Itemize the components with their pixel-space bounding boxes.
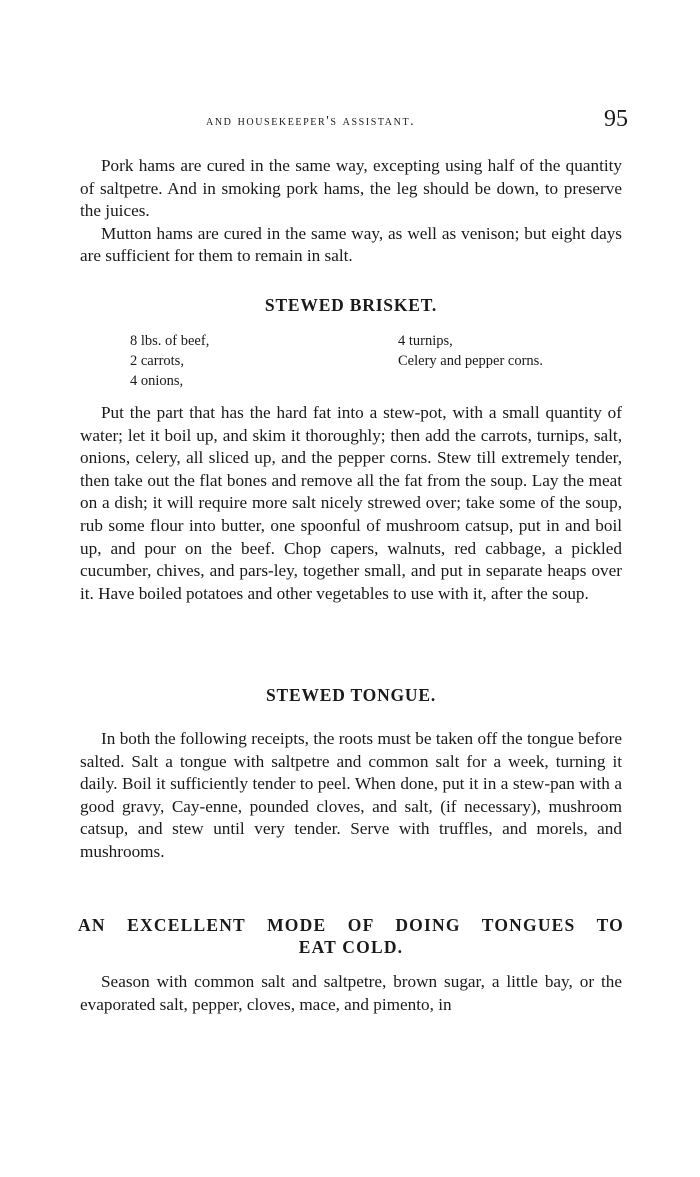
ingredient-item: 2 carrots, (130, 353, 184, 369)
heading-stewed-tongue: STEWED TONGUE. (265, 685, 437, 705)
heading-line: EAT COLD. (298, 937, 404, 957)
tongue-text (80, 728, 622, 864)
paragraph-tongues-cold-method: Season with common salt and saltpetre, brown sugar, a little bay, or the evaporated salt, pepper, cloves, mace, and pimento, in (80, 972, 622, 1014)
tongues-cold-text (80, 971, 622, 1016)
ingredient-column-left (130, 331, 209, 391)
paragraph-mutton-hams: Mutton hams are cured in the same way, as well as venison; but eight days are sufficient for them to remain in salt. (80, 223, 622, 266)
paragraph-tongue-method: In both the following receipts, the roots must be taken off the tongue before salted. Salt a tongue with saltpetre and common salt for a week, turning it daily. Boil it sufficiently tender to peel. When done, put it in a stew-pan with a good gravy, Cay-enne, pounded cloves, and salt, (if necessary), mushroom catsup, and stew until very tender. Serve with truffles, and morels, and mushrooms. (80, 729, 622, 861)
running-title: and housekeeper's assistant. (206, 114, 416, 129)
heading-line: AN EXCELLENT MODE OF DOING TONGUES TO (78, 915, 624, 935)
running-header (80, 106, 628, 140)
page-number: 95 (604, 106, 628, 132)
heading-stewed-brisket: STEWED BRISKET. (264, 295, 438, 315)
ingredient-column-right (398, 331, 543, 371)
heading-tongues-cold (78, 914, 624, 958)
ingredient-item: 4 turnips, (398, 333, 453, 349)
paragraph-pork-hams: Pork hams are cured in the same way, excepting using half of the quantity of saltpetre. And in smoking pork hams, the leg should be down, to preserve the juices. (80, 156, 622, 221)
intro-text (80, 155, 622, 268)
ingredient-item: Celery and pepper corns. (398, 353, 543, 369)
paragraph-brisket-method: Put the part that has the hard fat into a stew-pot, with a small quantity of water; let it boil up, and skim it thoroughly; then add the carrots, turnips, salt, onions, celery, all sliced up, and the pepper corns. Stew till extremely tender, then take out the flat bones and remove all the fat from the soup. Lay the meat on a dish; it will require more salt nicely strewed over; take some of the soup, rub some flour into butter, one spoonful of mushroom catsup, put in and boil up, and pour on the beef. Chop capers, walnuts, red cabbage, a pickled cucumber, chives, and pars-ley, together small, and put in separate heaps over it. Have boiled potatoes and other vegetables to use with it, after the soup. (80, 403, 622, 603)
ingredient-item: 4 onions, (130, 373, 184, 389)
ingredient-item: 8 lbs. of beef, (130, 333, 210, 349)
brisket-text (80, 402, 622, 605)
